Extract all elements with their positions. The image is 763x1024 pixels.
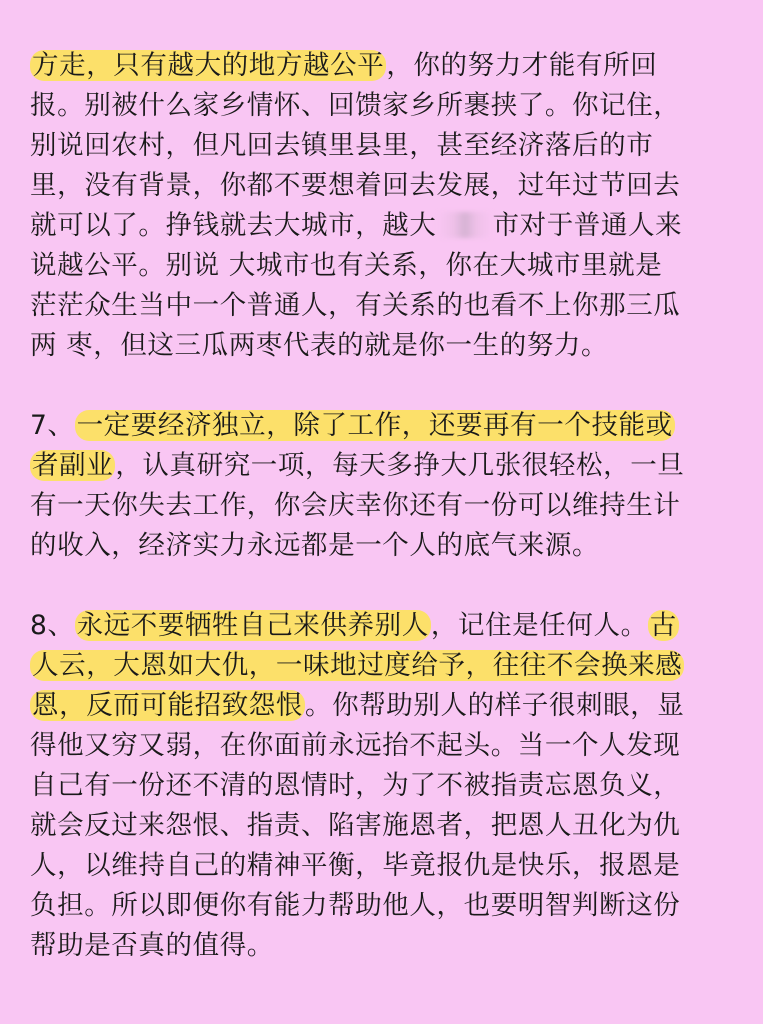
paragraph [30,46,737,366]
text-segment: 。你帮助别人的样子很刺眼，显 [305,690,685,721]
highlighted-text: 者副业 [32,450,114,481]
highlighted-text: 永远不要牺牲自己来供养别人 [76,610,429,641]
paragraph-7 [30,406,737,566]
highlighted-text: 人云，大恩如大仇，一味地过度给予，往往不会换来感 [32,650,683,681]
text-line [30,126,737,166]
text-segment: 负担。所以即便你有能力帮助他人，也要明智判断这份 [30,890,681,921]
text-line [30,686,737,726]
text-line [30,646,737,686]
text-segment: 自己有一份还不清的恩情时，为了不被指责忘恩负义， [30,770,681,801]
highlighted-text: 方走，只有越大的地方越公平 [32,50,385,81]
text-line [30,846,737,886]
text-segment: 两 枣，但这三瓜两枣代表的就是你一生的努力。 [30,330,609,361]
text-segment: 报。别被什么家乡情怀、回馈家乡所裹挟了。你记住， [30,90,681,121]
text-line [30,766,737,806]
text-segment: ，认真研究一项，每天多挣大几张很轻松，一旦 [115,450,685,481]
text-line [30,886,737,926]
text-line [30,926,737,966]
text-segment: 帮助是否真的值得。 [30,930,274,961]
highlighted-text: 古 [649,610,677,641]
text-line [30,166,737,206]
text-line [30,246,737,286]
text-line [30,206,737,246]
text-line [30,606,737,646]
text-segment: 的收入，经济实力永远都是一个人的底气来源。 [30,530,600,561]
text-line [30,326,737,366]
text-line [30,46,737,86]
text-segment: ，你的努力才能有所回 [386,50,658,81]
text-segment: 得他又穷又弱，在你面前永远抬不起头。当一个人发现 [30,730,681,761]
paragraph-8 [30,606,737,966]
highlighted-text: 恩，反而可能招致怨恨 [32,690,303,721]
text-segment: 人，以维持自己的精神平衡，毕竟报仇是快乐，报恩是 [30,850,681,881]
text-segment: 里，没有背景，你都不要想着回去发展，过年过节回去 [30,170,681,201]
blurred-redaction [437,212,493,238]
text-segment: 别说回农村，但凡回去镇里县里，甚至经济落后的市 [30,130,654,161]
text-segment: 就会反过来怨恨、指责、陷害施恩者，把恩人丑化为仇 [30,810,681,841]
text-segment: 有一天你失去工作，你会庆幸你还有一份可以维持生计 [30,490,681,521]
text-line [30,806,737,846]
item-number: 7、 [30,410,75,441]
text-line [30,286,737,326]
text-segment: 说越公平。别说 大城市也有关系，你在大城市里就是 [30,250,663,281]
text-segment: 市对于普通人来 [492,210,683,241]
text-line [30,486,737,526]
text-line [30,406,737,446]
text-line [30,86,737,126]
text-segment: 茫茫众生当中一个普通人，有关系的也看不上你那三瓜 [30,290,681,321]
text-line [30,446,737,486]
text-segment: ，记住是任何人。 [430,610,648,641]
text-line [30,726,737,766]
text-segment: 就可以了。挣钱就去大城市，越大 [30,210,437,241]
item-number: 8、 [30,610,75,641]
text-line [30,526,737,566]
highlighted-text: 一定要经济独立，除了工作，还要再有一个技能或 [76,410,673,441]
